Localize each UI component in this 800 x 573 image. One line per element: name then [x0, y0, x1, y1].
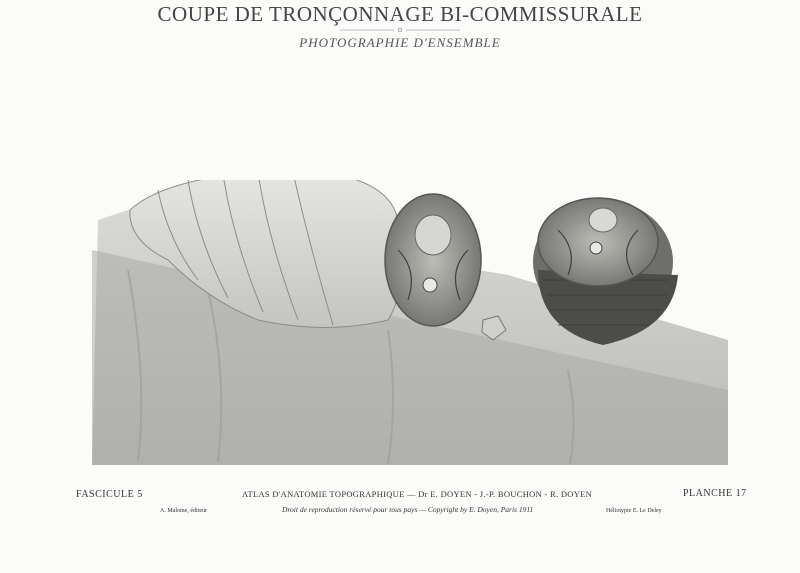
plate-title: COUPE DE TRONÇONNAGE BI-COMMISSURALE: [157, 2, 643, 26]
planche-label: PLANCHE 17: [683, 488, 747, 499]
copyright-notice: Droit de reproduction réservé pour tous pays — Copyright by E. Doyen, Paris 1911: [282, 505, 534, 514]
atlas-credit: ATLAS D'ANATOMIE TOPOGRAPHIQUE — Dr E. DOYEN - J.-P. BOUCHON - R. DOYEN: [242, 489, 593, 499]
plate-subtitle: PHOTOGRAPHIE D'ENSEMBLE: [299, 35, 501, 50]
printer-credit: Héliotypie E. Le Deley: [606, 508, 662, 514]
title-ornament: [340, 27, 460, 33]
editor-credit: A. Maloine, éditeur: [160, 508, 207, 514]
anatomical-section-photograph-icon: [88, 180, 728, 465]
fascicule-label: FASCICULE 5: [76, 489, 143, 500]
